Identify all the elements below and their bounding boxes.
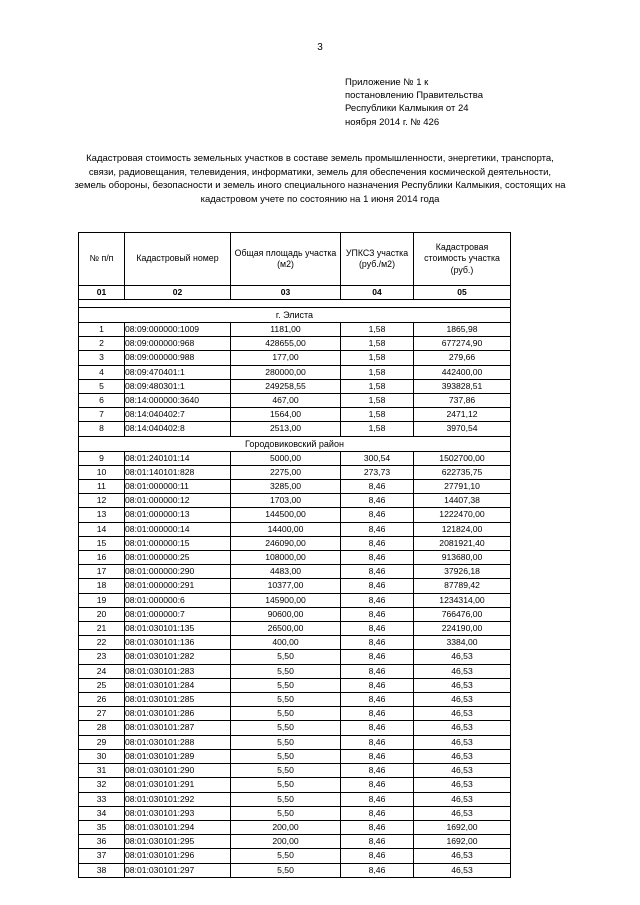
table-row <box>79 863 511 877</box>
row-number: 37 <box>79 849 125 863</box>
page-number: 3 <box>317 42 323 53</box>
document-title: Кадастровая стоимость земельных участков в составе земель промышленности, энергетики, транспорта, связи, радиовещания, телевидения, информатики, земель для обеспечения космической деятельности, земель обороны, безопасности и земель иного специального назначения Республики Калмыкия, состоящих на кадастровом учете по состоянию на 1 июня 2014 года <box>74 153 566 205</box>
row-total-area: 2275,00 <box>231 465 341 479</box>
row-cadastral-number: 08:01:000000:13 <box>125 508 231 522</box>
row-total-area: 5,50 <box>231 863 341 877</box>
row-unit-value: 273,73 <box>341 465 414 479</box>
column-header-cadastral-number: Кадастровый номер <box>125 233 231 286</box>
row-total-area: 5,50 <box>231 749 341 763</box>
row-total-area: 5,50 <box>231 806 341 820</box>
row-cadastral-value: 224190,00 <box>414 622 511 636</box>
table-row <box>79 394 511 408</box>
row-unit-value: 8,46 <box>341 778 414 792</box>
table-row <box>79 678 511 692</box>
table-row <box>79 693 511 707</box>
row-total-area: 5,50 <box>231 678 341 692</box>
row-cadastral-number: 08:01:000000:291 <box>125 579 231 593</box>
column-header-number: № п/п <box>79 233 125 286</box>
column-number-02: 02 <box>125 286 231 300</box>
table-row <box>79 379 511 393</box>
row-total-area: 145900,00 <box>231 593 341 607</box>
row-cadastral-value: 46,53 <box>414 806 511 820</box>
row-total-area: 1564,00 <box>231 408 341 422</box>
row-number: 16 <box>79 551 125 565</box>
row-cadastral-value: 766476,00 <box>414 607 511 621</box>
row-cadastral-value: 87789,42 <box>414 579 511 593</box>
row-total-area: 4483,00 <box>231 565 341 579</box>
row-total-area: 177,00 <box>231 351 341 365</box>
table-row <box>79 820 511 834</box>
row-cadastral-number: 08:01:030101:290 <box>125 764 231 778</box>
row-total-area: 428655,00 <box>231 337 341 351</box>
row-unit-value: 8,46 <box>341 693 414 707</box>
row-unit-value: 8,46 <box>341 678 414 692</box>
column-header-unit-value: УПКСЗ участка (руб./м2) <box>341 233 414 286</box>
appendix-line: Приложение № 1 к <box>345 77 429 88</box>
cadastral-value-table <box>78 232 511 878</box>
row-total-area: 144500,00 <box>231 508 341 522</box>
column-number-03: 03 <box>231 286 341 300</box>
table-row <box>79 622 511 636</box>
row-cadastral-number: 08:09:480301:1 <box>125 379 231 393</box>
row-total-area: 280000,00 <box>231 365 341 379</box>
row-unit-value: 8,46 <box>341 707 414 721</box>
row-cadastral-number: 08:01:030101:292 <box>125 792 231 806</box>
column-header-cadastral-value: Кадастровая стоимость участка (руб.) <box>414 233 511 286</box>
row-number: 34 <box>79 806 125 820</box>
row-unit-value: 8,46 <box>341 593 414 607</box>
row-cadastral-number: 08:01:030101:289 <box>125 749 231 763</box>
row-unit-value: 300,54 <box>341 451 414 465</box>
row-cadastral-value: 393828,51 <box>414 379 511 393</box>
table-row <box>79 422 511 436</box>
row-unit-value: 8,46 <box>341 480 414 494</box>
row-total-area: 3285,00 <box>231 480 341 494</box>
table-spacer-row <box>79 300 511 308</box>
row-unit-value: 8,46 <box>341 536 414 550</box>
row-number: 25 <box>79 678 125 692</box>
table-row <box>79 721 511 735</box>
table-row <box>79 451 511 465</box>
row-cadastral-value: 46,53 <box>414 849 511 863</box>
row-unit-value: 1,58 <box>341 323 414 337</box>
row-number: 1 <box>79 323 125 337</box>
column-number-04: 04 <box>341 286 414 300</box>
table-row <box>79 494 511 508</box>
table-row <box>79 551 511 565</box>
row-number: 9 <box>79 451 125 465</box>
row-cadastral-value: 27791,10 <box>414 480 511 494</box>
table-body <box>79 300 511 878</box>
row-number: 32 <box>79 778 125 792</box>
row-number: 8 <box>79 422 125 436</box>
row-cadastral-number: 08:01:240101:14 <box>125 451 231 465</box>
row-total-area: 5,50 <box>231 707 341 721</box>
row-total-area: 2513,00 <box>231 422 341 436</box>
table-row <box>79 365 511 379</box>
row-cadastral-value: 46,53 <box>414 735 511 749</box>
column-header-total-area: Общая площадь участка (м2) <box>231 233 341 286</box>
row-cadastral-number: 08:01:000000:6 <box>125 593 231 607</box>
row-number: 23 <box>79 650 125 664</box>
row-number: 14 <box>79 522 125 536</box>
row-cadastral-number: 08:01:030101:296 <box>125 849 231 863</box>
row-cadastral-number: 08:01:000000:25 <box>125 551 231 565</box>
row-cadastral-number: 08:01:030101:293 <box>125 806 231 820</box>
row-cadastral-value: 3970,54 <box>414 422 511 436</box>
row-total-area: 90600,00 <box>231 607 341 621</box>
table-header-row <box>79 233 511 286</box>
row-unit-value: 8,46 <box>341 636 414 650</box>
table-row <box>79 735 511 749</box>
row-cadastral-number: 08:01:030101:285 <box>125 693 231 707</box>
row-cadastral-number: 08:14:000000:3640 <box>125 394 231 408</box>
row-unit-value: 8,46 <box>341 749 414 763</box>
row-cadastral-value: 46,53 <box>414 792 511 806</box>
row-total-area: 467,00 <box>231 394 341 408</box>
row-cadastral-value: 46,53 <box>414 863 511 877</box>
row-total-area: 26500,00 <box>231 622 341 636</box>
row-number: 13 <box>79 508 125 522</box>
row-cadastral-value: 737,86 <box>414 394 511 408</box>
row-unit-value: 8,46 <box>341 508 414 522</box>
row-cadastral-value: 46,53 <box>414 778 511 792</box>
row-total-area: 1181,00 <box>231 323 341 337</box>
row-number: 17 <box>79 565 125 579</box>
row-number: 10 <box>79 465 125 479</box>
row-cadastral-value: 677274,90 <box>414 337 511 351</box>
appendix-line: ноября 2014 г. № 426 <box>345 116 440 128</box>
table-row <box>79 849 511 863</box>
table-row <box>79 664 511 678</box>
row-total-area: 5,50 <box>231 778 341 792</box>
row-unit-value: 8,46 <box>341 849 414 863</box>
table-row <box>79 792 511 806</box>
row-unit-value: 8,46 <box>341 565 414 579</box>
row-number: 24 <box>79 664 125 678</box>
row-unit-value: 1,58 <box>341 408 414 422</box>
table-row <box>79 536 511 550</box>
column-number-row <box>79 286 511 300</box>
row-number: 26 <box>79 693 125 707</box>
row-cadastral-value: 1234314,00 <box>414 593 511 607</box>
row-cadastral-number: 08:14:040402:8 <box>125 422 231 436</box>
row-number: 7 <box>79 408 125 422</box>
table-row <box>79 749 511 763</box>
row-total-area: 5,50 <box>231 735 341 749</box>
row-total-area: 5,50 <box>231 849 341 863</box>
row-cadastral-value: 37926,18 <box>414 565 511 579</box>
table-header <box>79 233 511 300</box>
row-cadastral-number: 08:01:030101:288 <box>125 735 231 749</box>
row-number: 15 <box>79 536 125 550</box>
row-cadastral-number: 08:01:000000:15 <box>125 536 231 550</box>
row-number: 4 <box>79 365 125 379</box>
appendix-reference <box>345 76 595 129</box>
row-number: 36 <box>79 835 125 849</box>
row-number: 12 <box>79 494 125 508</box>
table-row <box>79 565 511 579</box>
row-unit-value: 8,46 <box>341 650 414 664</box>
row-unit-value: 8,46 <box>341 579 414 593</box>
row-number: 28 <box>79 721 125 735</box>
table-row <box>79 351 511 365</box>
row-cadastral-value: 46,53 <box>414 764 511 778</box>
row-cadastral-number: 08:01:000000:12 <box>125 494 231 508</box>
row-cadastral-value: 1692,00 <box>414 835 511 849</box>
row-number: 20 <box>79 607 125 621</box>
row-cadastral-number: 08:01:030101:294 <box>125 820 231 834</box>
table-row <box>79 650 511 664</box>
row-total-area: 14400,00 <box>231 522 341 536</box>
row-number: 6 <box>79 394 125 408</box>
row-cadastral-number: 08:09:470401:1 <box>125 365 231 379</box>
row-cadastral-number: 08:09:000000:988 <box>125 351 231 365</box>
row-unit-value: 8,46 <box>341 551 414 565</box>
row-total-area: 200,00 <box>231 835 341 849</box>
row-cadastral-number: 08:01:030101:135 <box>125 622 231 636</box>
row-cadastral-value: 1222470,00 <box>414 508 511 522</box>
row-cadastral-value: 46,53 <box>414 664 511 678</box>
row-cadastral-value: 2471,12 <box>414 408 511 422</box>
row-cadastral-number: 08:01:000000:14 <box>125 522 231 536</box>
row-unit-value: 1,58 <box>341 394 414 408</box>
row-number: 30 <box>79 749 125 763</box>
table-row <box>79 480 511 494</box>
row-cadastral-number: 08:01:030101:286 <box>125 707 231 721</box>
row-number: 29 <box>79 735 125 749</box>
row-number: 35 <box>79 820 125 834</box>
row-cadastral-value: 46,53 <box>414 721 511 735</box>
row-cadastral-value: 279,66 <box>414 351 511 365</box>
row-total-area: 5,50 <box>231 721 341 735</box>
row-total-area: 10377,00 <box>231 579 341 593</box>
row-cadastral-value: 46,53 <box>414 749 511 763</box>
row-total-area: 400,00 <box>231 636 341 650</box>
row-cadastral-value: 121824,00 <box>414 522 511 536</box>
row-cadastral-value: 913680,00 <box>414 551 511 565</box>
row-total-area: 5000,00 <box>231 451 341 465</box>
row-unit-value: 1,58 <box>341 422 414 436</box>
table-row <box>79 778 511 792</box>
row-total-area: 1703,00 <box>231 494 341 508</box>
row-number: 19 <box>79 593 125 607</box>
row-cadastral-number: 08:01:030101:297 <box>125 863 231 877</box>
row-number: 11 <box>79 480 125 494</box>
table-row <box>79 636 511 650</box>
row-cadastral-value: 46,53 <box>414 650 511 664</box>
row-unit-value: 8,46 <box>341 494 414 508</box>
row-cadastral-value: 442400,00 <box>414 365 511 379</box>
row-cadastral-number: 08:01:000000:7 <box>125 607 231 621</box>
table-row <box>79 579 511 593</box>
row-number: 33 <box>79 792 125 806</box>
row-total-area: 249258,55 <box>231 379 341 393</box>
row-cadastral-number: 08:01:030101:284 <box>125 678 231 692</box>
row-cadastral-number: 08:01:030101:295 <box>125 835 231 849</box>
cadastral-value-table-container <box>78 232 510 878</box>
row-cadastral-value: 2081921,40 <box>414 536 511 550</box>
column-number-05: 05 <box>414 286 511 300</box>
table-row <box>79 337 511 351</box>
table-row <box>79 465 511 479</box>
table-row <box>79 764 511 778</box>
table-section-title: Городовиковский район <box>79 436 511 451</box>
row-unit-value: 8,46 <box>341 820 414 834</box>
row-unit-value: 8,46 <box>341 607 414 621</box>
row-cadastral-number: 08:01:000000:11 <box>125 480 231 494</box>
row-cadastral-number: 08:01:030101:282 <box>125 650 231 664</box>
row-unit-value: 1,58 <box>341 351 414 365</box>
table-spacer-cell <box>79 300 511 308</box>
row-cadastral-value: 46,53 <box>414 678 511 692</box>
row-number: 3 <box>79 351 125 365</box>
row-cadastral-value: 1692,00 <box>414 820 511 834</box>
row-number: 5 <box>79 379 125 393</box>
row-total-area: 5,50 <box>231 693 341 707</box>
row-cadastral-number: 08:01:030101:283 <box>125 664 231 678</box>
row-cadastral-value: 46,53 <box>414 707 511 721</box>
row-unit-value: 8,46 <box>341 792 414 806</box>
row-cadastral-number: 08:01:030101:287 <box>125 721 231 735</box>
row-cadastral-value: 46,53 <box>414 693 511 707</box>
row-unit-value: 8,46 <box>341 664 414 678</box>
table-row <box>79 806 511 820</box>
table-section-header-row <box>79 436 511 451</box>
table-row <box>79 408 511 422</box>
table-section-title: г. Элиста <box>79 308 511 323</box>
table-row <box>79 593 511 607</box>
row-total-area: 246090,00 <box>231 536 341 550</box>
row-number: 18 <box>79 579 125 593</box>
row-cadastral-number: 08:09:000000:1009 <box>125 323 231 337</box>
row-number: 27 <box>79 707 125 721</box>
row-total-area: 5,50 <box>231 792 341 806</box>
row-unit-value: 1,58 <box>341 379 414 393</box>
table-row <box>79 323 511 337</box>
row-cadastral-number: 08:09:000000:968 <box>125 337 231 351</box>
row-unit-value: 1,58 <box>341 337 414 351</box>
row-number: 21 <box>79 622 125 636</box>
row-number: 2 <box>79 337 125 351</box>
table-row <box>79 607 511 621</box>
row-unit-value: 8,46 <box>341 622 414 636</box>
row-cadastral-value: 1502700,00 <box>414 451 511 465</box>
row-unit-value: 8,46 <box>341 522 414 536</box>
row-total-area: 5,50 <box>231 664 341 678</box>
row-unit-value: 8,46 <box>341 863 414 877</box>
table-row <box>79 707 511 721</box>
row-cadastral-number: 08:14:040402:7 <box>125 408 231 422</box>
row-unit-value: 8,46 <box>341 835 414 849</box>
row-cadastral-number: 08:01:030101:136 <box>125 636 231 650</box>
column-number-01: 01 <box>79 286 125 300</box>
row-total-area: 108000,00 <box>231 551 341 565</box>
row-cadastral-value: 1865,98 <box>414 323 511 337</box>
table-row <box>79 835 511 849</box>
row-number: 22 <box>79 636 125 650</box>
row-cadastral-number: 08:01:000000:290 <box>125 565 231 579</box>
table-row <box>79 522 511 536</box>
row-unit-value: 8,46 <box>341 721 414 735</box>
row-cadastral-value: 14407,38 <box>414 494 511 508</box>
row-number: 38 <box>79 863 125 877</box>
table-row <box>79 508 511 522</box>
row-unit-value: 8,46 <box>341 764 414 778</box>
table-section-header-row <box>79 308 511 323</box>
row-cadastral-value: 622735,75 <box>414 465 511 479</box>
row-cadastral-value: 3384,00 <box>414 636 511 650</box>
row-unit-value: 1,58 <box>341 365 414 379</box>
row-cadastral-number: 08:01:140101:828 <box>125 465 231 479</box>
appendix-line: Республики Калмыкия от 24 <box>345 103 469 115</box>
row-total-area: 5,50 <box>231 764 341 778</box>
row-total-area: 5,50 <box>231 650 341 664</box>
row-number: 31 <box>79 764 125 778</box>
row-total-area: 200,00 <box>231 820 341 834</box>
appendix-line: постановлению Правительства <box>345 90 483 102</box>
row-cadastral-number: 08:01:030101:291 <box>125 778 231 792</box>
row-unit-value: 8,46 <box>341 735 414 749</box>
row-unit-value: 8,46 <box>341 806 414 820</box>
